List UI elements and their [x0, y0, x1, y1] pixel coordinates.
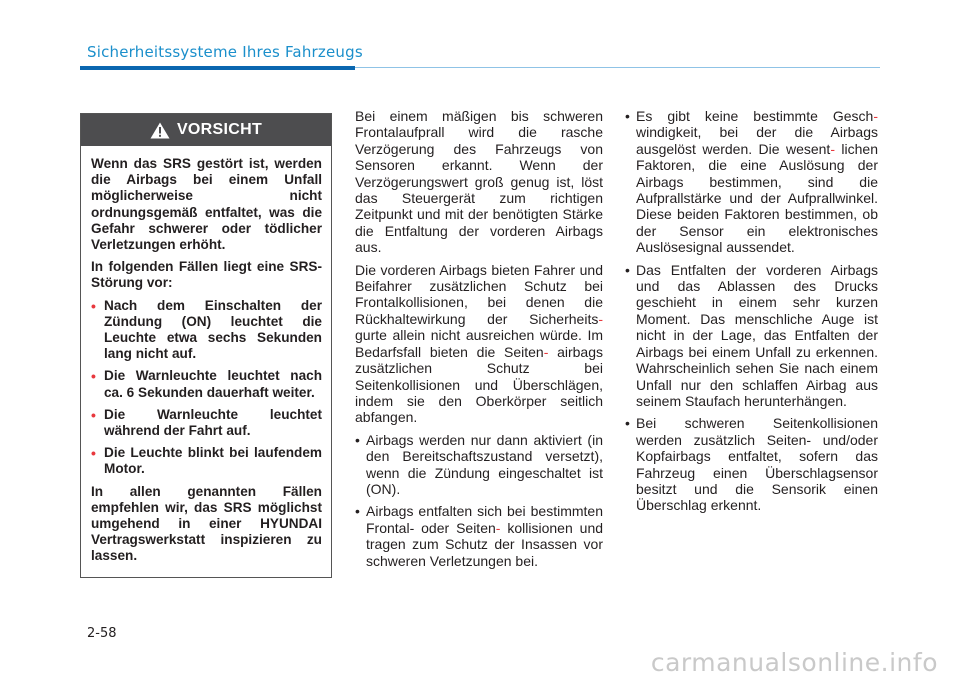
- caution-body: [81, 146, 331, 565]
- caution-list: [91, 298, 322, 478]
- bullet-list: [625, 108, 878, 514]
- caution-intro: Wenn das SRS gestört ist, werden die Airbags bei einem Unfall möglicherweise nicht ordnungsgemäß entfaltet, was die Gefahr schwerer oder tödlicher Verletzungen erhöht.: [91, 156, 322, 253]
- bullet-dot-icon: •: [91, 445, 96, 462]
- list-item: • Airbags entfalten sich bei bestimmten Frontal- oder Seiten- kollisionen und tragen zum Schutz der Insassen vor schweren Verletzungen bei.: [355, 503, 604, 569]
- caution-list-item: • Die Warnleuchte leuchtet nach ca. 6 Sekunden dauerhaft weiter.: [91, 368, 322, 400]
- caution-title: VORSICHT: [176, 121, 263, 138]
- bullet-dot-icon: •: [91, 368, 96, 385]
- caution-list-item: • Nach dem Einschalten der Zündung (ON) leuchtet die Leuchte etwa sechs Sekunden lang nicht auf.: [91, 297, 322, 362]
- caution-list-item: • Die Leuchte blinkt bei laufendem Motor.: [91, 445, 322, 477]
- middle-column: [355, 108, 603, 575]
- bullet-dot-icon: •: [91, 297, 96, 314]
- list-item: • Bei schweren Seitenkollisionen werden zusätzlich Seiten- und/oder Kopfairbags entfaltet, sofern das Fahrzeug einen Überschlagsensor besitzt und die Sensorik einen Überschlag erkennt.: [625, 415, 878, 514]
- page-number: 2-58: [87, 626, 117, 641]
- caution-list-item: • Die Warnleuchte leuchtet während der Fahrt auf.: [91, 406, 322, 439]
- paragraph: Bei einem mäßigen bis schweren Frontalaufprall wird die rasche Verzögerung des Fahrzeugs von Sensoren erkannt. Wenn der Verzögerungswert groß genug ist, löst das Steuergerät zum richtigen Zeitpunkt und mit der benötigten Stärke die Entfaltung der vorderen Airbags aus.: [355, 108, 603, 256]
- section-title: Sicherheitssysteme Ihres Fahrzeugs: [87, 43, 363, 61]
- caution-header: [81, 114, 331, 146]
- list-item: • Airbags werden nur dann aktiviert (in den Bereitschaftszustand versetzt), wenn die Zündung eingeschaltet ist (ON).: [355, 431, 603, 497]
- caution-closing: In allen genannten Fällen empfehlen wir, das SRS möglichst umgehend in einer HYUNDAI Vertragswerkstatt inspizieren zu lassen.: [91, 483, 322, 564]
- bullet-list: [355, 432, 603, 569]
- list-item: • Es gibt keine bestimmte Gesch- windigkeit, bei der die Airbags ausgelöst werden. Die wesent- lichen Faktoren, die eine Auslösung der Airbags bestimmen, sind die Aufprallstärke und der Aufprallwinkel. Diese beiden Faktoren bestimmen, ob der Sensor ein elektronisches Auslösesignal aussendet.: [625, 108, 878, 256]
- list-item: • Das Entfalten der vorderen Airbags und das Ablassen des Drucks geschieht in einem sehr kurzen Moment. Das menschliche Auge ist nicht in der Lage, das Entfalten der Airbags bei einem Unfall zu erkennen. Wahrscheinlich sehen Sie nach einem Unfall nur den schlaffen Airbag aus seinem Staufach herunterhängen.: [625, 261, 878, 409]
- caution-box: [80, 113, 332, 578]
- caution-cases-intro: In folgenden Fällen liegt eine SRS-Störung vor:: [91, 259, 322, 291]
- title-rule-thin: [355, 67, 880, 68]
- title-rule: [80, 66, 355, 70]
- bullet-dot-icon: •: [91, 406, 96, 423]
- paragraph: Die vorderen Airbags bieten Fahrer und Beifahrer zusätzlichen Schutz bei Frontalkollisionen, bei denen die Rückhaltewirkung der Sicherheits- gurte allein nicht ausreichen würde. Im Bedarfsfall bieten die Seiten- airbags zusätzlichen Schutz bei Seitenkollisionen und Überschlägen, indem sie den Oberkörper seitlich abfangen.: [355, 261, 603, 426]
- right-column: [625, 108, 878, 520]
- warning-triangle-icon: [150, 122, 170, 139]
- watermark: carmanualsonline.info: [650, 648, 938, 677]
